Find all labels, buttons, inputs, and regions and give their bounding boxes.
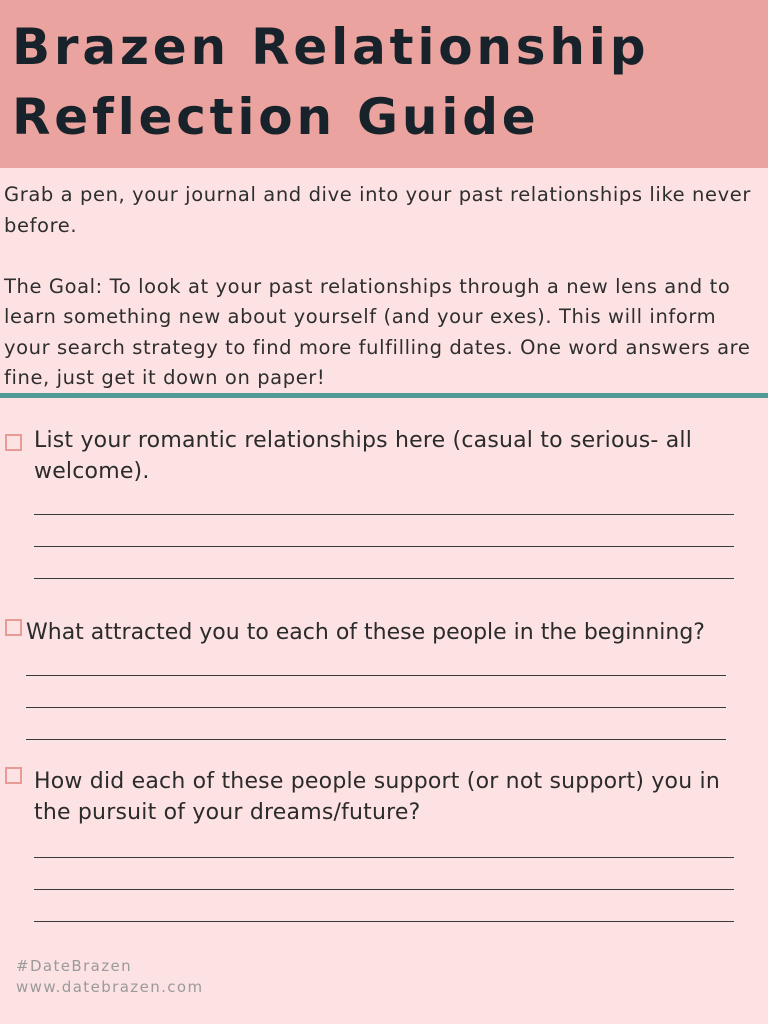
answer-line[interactable]	[34, 514, 734, 515]
intro-paragraph-1: Grab a pen, your journal and dive into your past relationships like never before.	[4, 183, 751, 237]
answer-line[interactable]	[34, 889, 734, 890]
answer-line[interactable]	[34, 578, 734, 579]
answer-line[interactable]	[34, 857, 734, 858]
checkbox-question-2[interactable]	[5, 619, 22, 636]
question-2-text: What attracted you to each of these people in the beginning?	[26, 620, 705, 645]
footer-website[interactable]: www.datebrazen.com	[16, 978, 204, 996]
answer-line[interactable]	[26, 739, 726, 740]
question-3-text: How did each of these people support (or not support) you in the pursuit of your dreams/future?	[34, 769, 721, 825]
checkbox-question-1[interactable]	[5, 434, 22, 451]
page-title	[12, 12, 649, 152]
answer-line[interactable]	[34, 921, 734, 922]
section-divider	[0, 393, 768, 398]
answer-line[interactable]	[34, 546, 734, 547]
question-1-text: List your romantic relationships here (casual to serious- all welcome).	[34, 428, 693, 484]
title-line-1: Brazen Relationship	[12, 18, 650, 76]
intro-paragraph-2: The Goal: To look at your past relationships through a new lens and to learn something new about yourself (and your exes). This will inform your search strategy to find more fulfilling dates. One word answers are fine, just get it down on paper!	[4, 274, 751, 389]
answer-line[interactable]	[26, 707, 726, 708]
header-band	[0, 0, 768, 168]
answer-line[interactable]	[26, 675, 726, 676]
footer	[16, 956, 204, 998]
footer-hashtag: #DateBrazen	[16, 957, 133, 975]
title-line-2: Reflection Guide	[12, 88, 540, 146]
checkbox-question-3[interactable]	[5, 767, 22, 784]
intro-text	[4, 180, 764, 394]
